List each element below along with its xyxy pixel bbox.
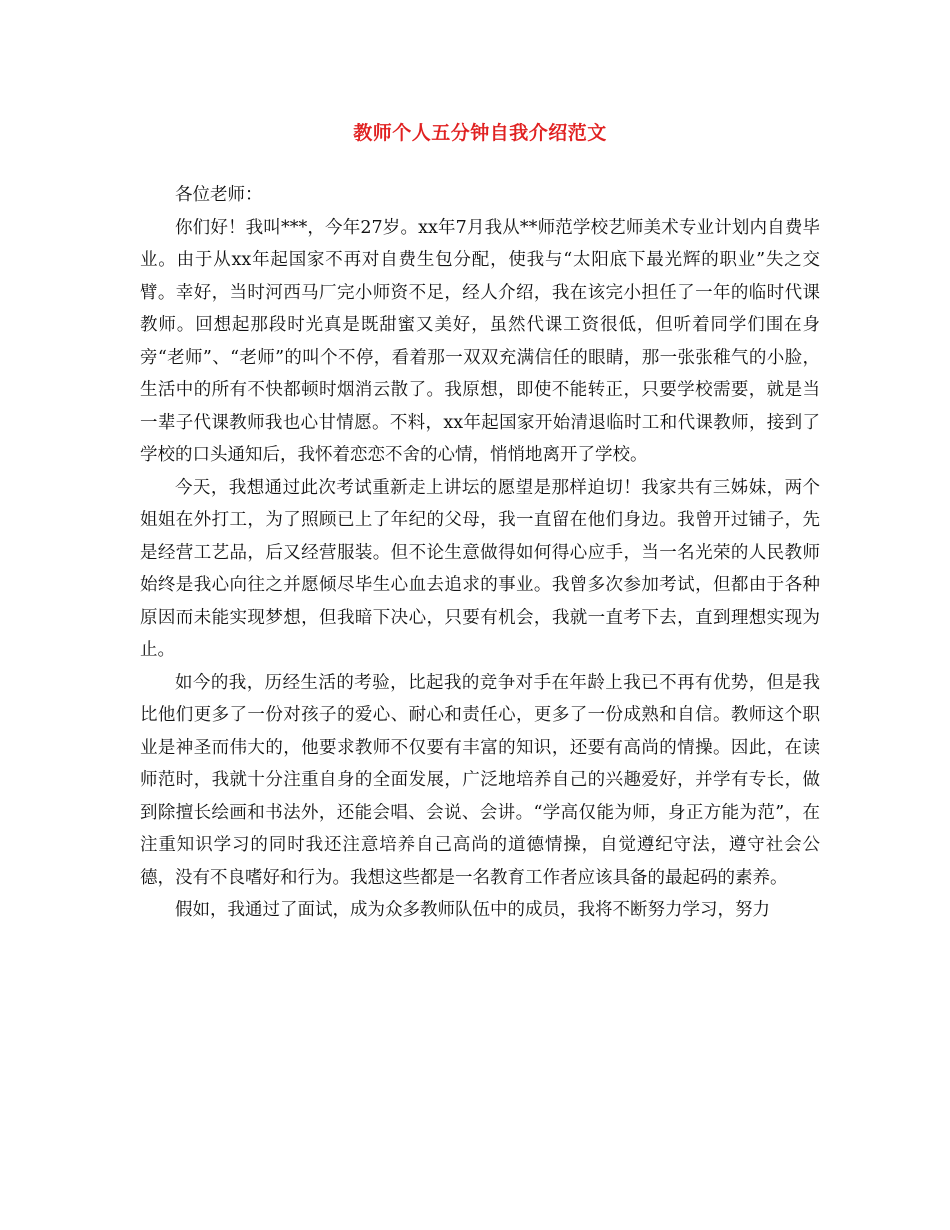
paragraph-2: 今天，我想通过此次考试重新走上讲坛的愿望是那样迫切！我家共有三姊妹，两个姐姐在外打工，为了照顾已上了年纪的父母，我一直留在他们身边。我曾开过铺子，先是经营工艺品，后又经营服装。但不论生意做得如何得心应手，当一名光荣的人民教师始终是我心向往之并愿倾尽毕生心血去追求的事业。我曾多次参加考试，但都由于各种原因而未能实现梦想，但我暗下决心，只要有机会，我就一直考下去，直到理想实现为止。 <box>140 477 820 660</box>
paragraph-1: 你们好！我叫***，今年27岁。xx年7月我从**师范学校艺师美术专业计划内自费毕业。由于从xx年起国家不再对自费生包分配，使我与“太阳底下最光辉的职业”失之交臂。幸好，当时河西马厂完小师资不足，经人介绍，我在该完小担任了一年的临时代课教师。回想起那段时光真是既甜蜜又美好，虽然代课工资很低，但听着同学们围在身旁“老师”、“老师”的叫个不停，看着那一双双充满信任的眼睛，那一张张稚气的小脸，生活中的所有不快都顿时烟消云散了。我原想，即使不能转正，只要学校需要，就是当一辈子代课教师我也心甘情愿。不料，xx年起国家开始清退临时工和代课教师，接到了学校的口头通知后，我怀着恋恋不舍的心情，悄悄地离开了学校。 <box>140 217 820 465</box>
salutation: 各位老师： <box>175 185 263 205</box>
paragraph-3: 如今的我，历经生活的考验，比起我的竞争对手在年龄上我已不再有优势，但是我比他们更多了一份对孩子的爱心、耐心和责任心，更多了一份成熟和自信。教师这个职业是神圣而伟大的，他要求教师不仅要有丰富的知识，还要有高尚的情操。因此，在读师范时，我就十分注重自身的全面发展，广泛地培养自己的兴趣爱好，并学有专长，做到除擅长绘画和书法外，还能会唱、会说、会讲。“学高仅能为师，身正方能为范”，在注重知识学习的同时我还注意培养自己高尚的道德情操，自觉遵纪守法，遵守社会公德，没有不良嗜好和行为。我想这些都是一名教育工作者应该具备的最起码的素养。 <box>140 672 820 888</box>
document-title: 教师个人五分钟自我介绍范文 <box>353 122 607 144</box>
document-page <box>140 118 820 927</box>
paragraph-4: 假如，我通过了面试，成为众多教师队伍中的成员，我将不断努力学习，努力 <box>175 900 770 920</box>
